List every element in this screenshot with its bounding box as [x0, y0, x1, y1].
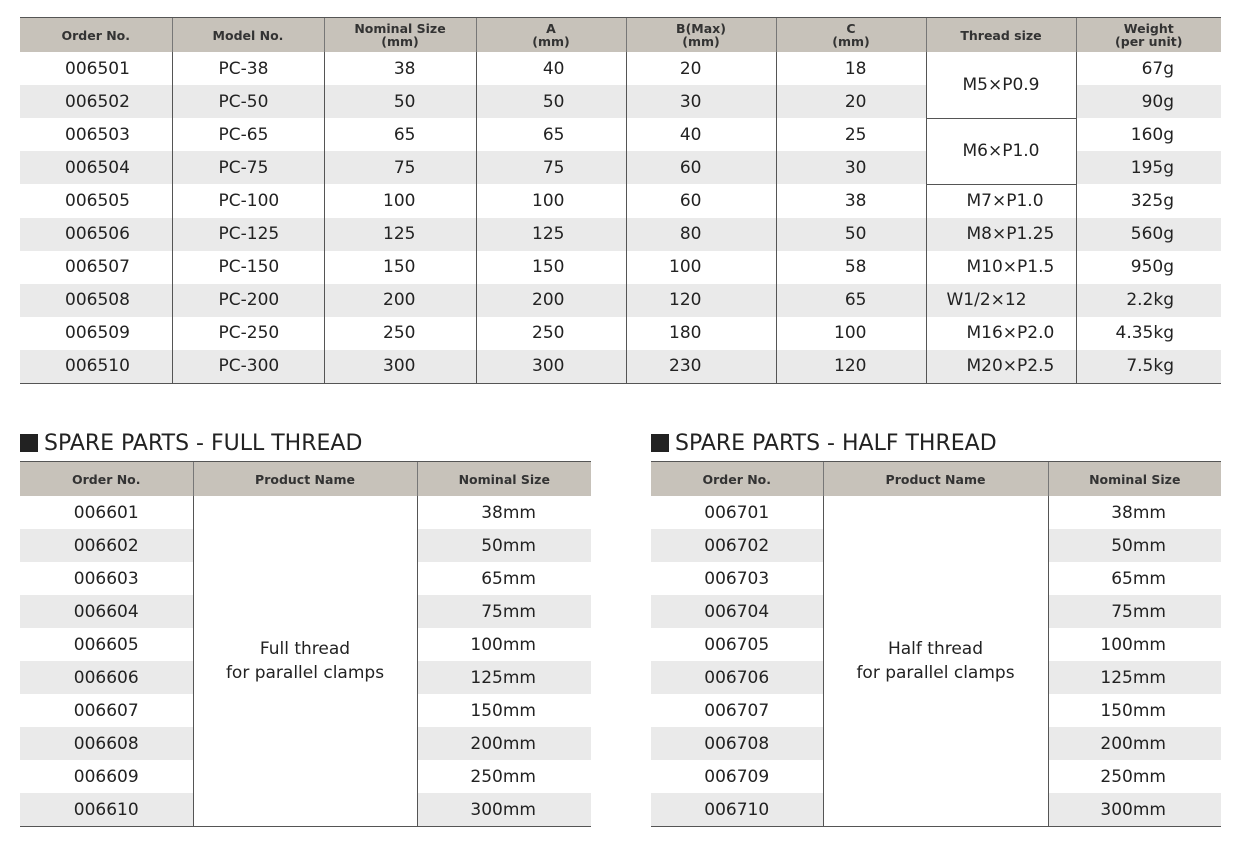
order-no: 006604: [20, 595, 193, 628]
order-no: 006607: [73, 700, 139, 721]
nominal-size: 50mm: [1048, 529, 1221, 562]
order-no: 006603: [73, 568, 139, 589]
order-no: 006507: [65, 257, 130, 277]
header-order-no: Order No.: [20, 462, 193, 497]
model-no: PC-125: [172, 218, 324, 251]
dim-a: 100: [476, 184, 626, 218]
weight: 560g: [1076, 218, 1221, 251]
order-no: 006706: [651, 661, 823, 694]
nominal-size: 100: [324, 184, 476, 218]
table-row: [20, 184, 1221, 218]
table-row: [20, 118, 1221, 151]
order-no: 006608: [20, 727, 193, 760]
order-no: 006509: [65, 323, 130, 343]
nominal-size: 75: [324, 151, 476, 184]
model-no: PC-300: [172, 350, 324, 384]
dim-b: 20: [626, 52, 776, 85]
header-model-no: Model No.: [172, 18, 324, 53]
dim-c: 100: [776, 317, 926, 350]
dim-b: 40: [626, 118, 776, 151]
weight: 2.2kg: [1076, 284, 1221, 317]
header-nominal-size: Nominal Size (mm): [324, 18, 476, 53]
order-no: 006606: [20, 661, 193, 694]
nominal-size: 50mm: [417, 529, 591, 562]
weight: 67g: [1076, 52, 1221, 85]
weight: 195g: [1076, 151, 1221, 184]
weight: 160g: [1076, 118, 1221, 151]
order-no: 006508: [20, 284, 172, 317]
dim-c: 58: [776, 251, 926, 284]
spec-table: [20, 17, 1221, 384]
nominal-size: 300: [324, 350, 476, 384]
dim-c: 50: [776, 218, 926, 251]
header-nominal-size: Nominal Size: [1048, 462, 1221, 497]
table-row: [20, 218, 1221, 251]
dim-c: 25: [776, 118, 926, 151]
table-row: [20, 251, 1221, 284]
spare-full-heading: SPARE PARTS - FULL THREAD: [20, 430, 362, 458]
dim-c: 120: [776, 350, 926, 384]
nominal-size: 125: [324, 218, 476, 251]
nominal-size: 75mm: [417, 595, 591, 628]
table-row: [651, 496, 1221, 529]
product-name: Full thread for parallel clamps: [193, 496, 417, 827]
thread-size: M8×P1.25: [926, 218, 1076, 251]
order-no: 006602: [20, 529, 193, 562]
order-no: 006703: [704, 568, 770, 589]
header-nominal-size: Nominal Size: [417, 462, 591, 497]
order-no: 006605: [73, 634, 139, 655]
model-no: PC-150: [172, 251, 324, 284]
dim-a: 200: [476, 284, 626, 317]
nominal-size: 65mm: [1048, 562, 1221, 595]
thread-size: M5×P0.9: [926, 52, 1076, 118]
order-no: 006710: [651, 793, 823, 827]
thread-size: W1/2×12: [926, 284, 1076, 317]
header-weight: Weight (per unit): [1076, 18, 1221, 53]
order-no: 006701: [704, 502, 770, 523]
model-no: PC-200: [172, 284, 324, 317]
nominal-size: 100mm: [417, 628, 591, 661]
nominal-size: 150mm: [417, 694, 591, 727]
spec-header-row: [20, 18, 1221, 53]
order-no: 006704: [651, 595, 823, 628]
thread-size: M6×P1.0: [926, 118, 1076, 184]
dim-a: 250: [476, 317, 626, 350]
header-a: A (mm): [476, 18, 626, 53]
model-no: PC-100: [172, 184, 324, 218]
table-row: [20, 284, 1221, 317]
weight: 90g: [1076, 85, 1221, 118]
nominal-size: 38mm: [1048, 496, 1221, 529]
thread-size: M16×P2.0: [926, 317, 1076, 350]
dim-a: 125: [476, 218, 626, 251]
order-no: 006601: [73, 502, 139, 523]
nominal-size: 125mm: [1048, 661, 1221, 694]
header-order-no: Order No.: [651, 462, 823, 497]
header-product-name: Product Name: [823, 462, 1048, 497]
dim-b: 230: [626, 350, 776, 384]
order-no: 006501: [65, 58, 130, 79]
nominal-size: 125mm: [417, 661, 591, 694]
order-no: 006705: [704, 634, 770, 655]
dim-b: 60: [626, 151, 776, 184]
header-order-no: Order No.: [20, 18, 172, 53]
dim-b: 60: [626, 184, 776, 218]
nominal-size: 150: [324, 251, 476, 284]
nominal-size: 65: [324, 118, 476, 151]
dim-a: 150: [476, 251, 626, 284]
dim-c: 30: [776, 151, 926, 184]
nominal-size: 75mm: [1048, 595, 1221, 628]
square-bullet-icon: [20, 434, 38, 452]
spare-header-row: [651, 462, 1221, 497]
header-thread-size: Thread size: [926, 18, 1076, 53]
thread-size: M7×P1.0: [926, 184, 1076, 218]
table-row: [20, 496, 591, 529]
thread-size: M20×P2.5: [926, 350, 1076, 384]
spare-header-row: [20, 462, 591, 497]
product-name: Half thread for parallel clamps: [823, 496, 1048, 827]
order-no: 006709: [704, 766, 770, 787]
nominal-size: 300mm: [1048, 793, 1221, 827]
dim-a: 300: [476, 350, 626, 384]
order-no: 006610: [20, 793, 193, 827]
order-no: 006504: [20, 151, 172, 184]
model-no: PC-65: [172, 118, 324, 151]
spare-full-table: [20, 461, 591, 827]
spare-half-heading: SPARE PARTS - HALF THREAD: [651, 430, 997, 458]
dim-b: 80: [626, 218, 776, 251]
table-row: [20, 350, 1221, 384]
dim-b: 180: [626, 317, 776, 350]
nominal-size: 250: [324, 317, 476, 350]
dim-a: 65: [476, 118, 626, 151]
weight: 325g: [1076, 184, 1221, 218]
square-bullet-icon: [651, 434, 669, 452]
order-no: 006506: [20, 218, 172, 251]
nominal-size: 38mm: [417, 496, 591, 529]
header-product-name: Product Name: [193, 462, 417, 497]
dim-a: 40: [476, 52, 626, 85]
nominal-size: 250mm: [1048, 760, 1221, 793]
model-no: PC-38: [172, 52, 324, 85]
dim-b: 30: [626, 85, 776, 118]
dim-c: 65: [776, 284, 926, 317]
weight: 7.5kg: [1076, 350, 1221, 384]
nominal-size: 250mm: [417, 760, 591, 793]
nominal-size: 65mm: [417, 562, 591, 595]
dim-a: 75: [476, 151, 626, 184]
table-row: [20, 317, 1221, 350]
model-no: PC-75: [172, 151, 324, 184]
weight: 4.35kg: [1076, 317, 1221, 350]
dim-b: 120: [626, 284, 776, 317]
header-b-max: B(Max) (mm): [626, 18, 776, 53]
dim-b: 100: [626, 251, 776, 284]
order-no: 006707: [704, 700, 770, 721]
order-no: 006708: [651, 727, 823, 760]
dim-c: 20: [776, 85, 926, 118]
header-c: C (mm): [776, 18, 926, 53]
order-no: 006510: [20, 350, 172, 384]
order-no: 006503: [65, 124, 130, 145]
table-row: [20, 52, 1221, 85]
nominal-size: 200: [324, 284, 476, 317]
nominal-size: 100mm: [1048, 628, 1221, 661]
weight: 950g: [1076, 251, 1221, 284]
dim-a: 50: [476, 85, 626, 118]
order-no: 006702: [651, 529, 823, 562]
dim-c: 18: [776, 52, 926, 85]
nominal-size: 50: [324, 85, 476, 118]
model-no: PC-250: [172, 317, 324, 350]
dim-c: 38: [776, 184, 926, 218]
order-no: 006505: [65, 190, 130, 211]
nominal-size: 150mm: [1048, 694, 1221, 727]
nominal-size: 38: [324, 52, 476, 85]
model-no: PC-50: [172, 85, 324, 118]
spare-half-table: [651, 461, 1221, 827]
thread-size: M10×P1.5: [926, 251, 1076, 284]
order-no: 006609: [73, 766, 139, 787]
order-no: 006502: [20, 85, 172, 118]
nominal-size: 200mm: [1048, 727, 1221, 760]
nominal-size: 200mm: [417, 727, 591, 760]
nominal-size: 300mm: [417, 793, 591, 827]
